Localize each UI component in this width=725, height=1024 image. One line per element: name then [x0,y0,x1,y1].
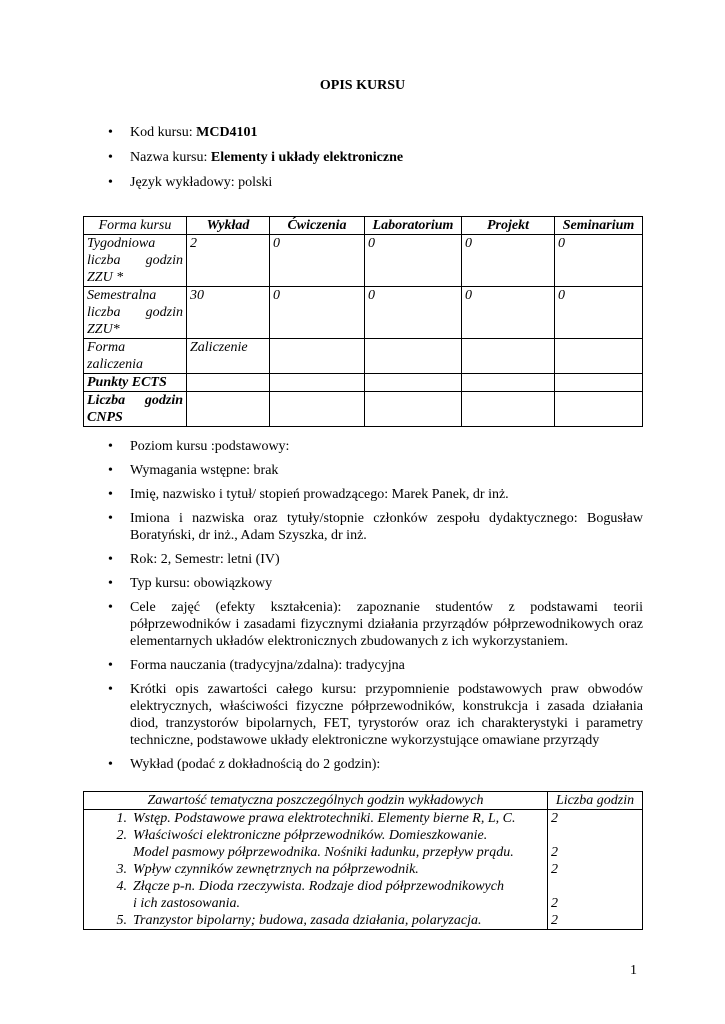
summary-cell: 2 [187,235,270,287]
topic-number: 3. [116,862,127,877]
hours-value: 2 [551,845,558,860]
summary-cell [270,339,365,374]
summary-header-cell: Projekt [462,217,555,235]
topic-number: 1. [116,811,127,826]
topic-line: Model pasmowy półprzewodnika. Nośniki ładunku, przepływ prądu. [133,845,514,860]
course-details-list [108,438,643,780]
summary-cell: 0 [462,235,555,287]
summary-row-label: Punkty ECTS [84,374,187,392]
summary-cell: 0 [365,287,462,339]
summary-row-label: Tygodniowa liczba godzin ZZU * [84,235,187,287]
summary-cell [462,339,555,374]
detail-item: • Poziom kursu :podstawowy: [108,438,643,455]
summary-header-cell: Seminarium [555,217,643,235]
lecture-topic [87,878,544,912]
detail-item: • Cele zajęć (efekty kształcenia): zapoznanie studentów z podstawami teorii półprzewodników i zasadami fizycznymi działania przyrządów półprzewodnikowych oraz elementarnych układów elektronicznych zbudowanych z ich wykorzystaniem. [108,599,643,650]
lecture-topic-header: Zawartość tematyczna poszczególnych godzin wykładowych [84,792,548,810]
hours-value: 2 [551,862,558,877]
topic-text: Tranzystor bipolarny; budowa, zasada działania, polaryzacja. [133,913,482,928]
detail-item: • Rok: 2, Semestr: letni (IV) [108,551,643,568]
lecture-table [83,791,643,930]
summary-cell [555,392,643,427]
summary-cell [555,339,643,374]
course-code-item [108,124,643,141]
course-name-label: Nazwa kursu: [130,150,211,165]
lecture-topic [87,912,544,929]
summary-cell [365,339,462,374]
topic-number: 2. [116,828,127,843]
summary-row [84,235,643,287]
summary-cell: 0 [462,287,555,339]
topic-text: Wpływ czynników zewnętrznych na półprzewodnik. [133,862,419,877]
summary-header-cell: Ćwiczenia [270,217,365,235]
topic-text [133,878,544,912]
page-title: OPIS KURSU [319,78,406,93]
topic-line: i ich zastosowania. [133,896,240,911]
summary-cell: 0 [555,287,643,339]
summary-cell: 0 [270,287,365,339]
detail-item: • Imiona i nazwiska oraz tytuły/stopnie członków zespołu dydaktycznego: Bogusław Boratyński, dr inż., Adam Szyszka, dr inż. [108,510,643,544]
detail-item: • Wymagania wstępne: brak [108,462,643,479]
summary-cell [462,392,555,427]
detail-item: • Imię, nazwisko i tytuł/ stopień prowadzącego: Marek Panek, dr inż. [108,486,643,503]
detail-item: • Forma nauczania (tradycyjna/zdalna): tradycyjna [108,657,643,674]
summary-cell: Zaliczenie [187,339,270,374]
summary-header-cell: Wykład [187,217,270,235]
summary-row-label: Forma zaliczenia [84,339,187,374]
lecture-topic [87,861,544,878]
course-info-list [108,124,643,199]
summary-cell: 0 [270,235,365,287]
lecture-topic [87,810,544,827]
hours-value [551,827,639,844]
summary-cell [462,374,555,392]
summary-cell: 0 [365,235,462,287]
topic-number: 5. [116,913,127,928]
summary-cell [365,374,462,392]
summary-cell [187,392,270,427]
summary-row [84,339,643,374]
course-code: MCD4101 [196,125,258,140]
lecture-hours-header: Liczba godzin [548,792,643,810]
course-name-item [108,149,643,166]
summary-cell [555,374,643,392]
summary-row-label: Liczba godzin CNPS [84,392,187,427]
lecture-hours-cell [548,810,643,930]
hours-value [551,878,639,895]
topic-number: 4. [116,879,127,894]
language-item: • Język wykładowy: polski [108,174,643,191]
summary-row [84,374,643,392]
lecture-topics-cell [84,810,548,930]
topic-line: Złącze p-n. Dioda rzeczywista. Rodzaje diod półprzewodnikowych [133,879,504,894]
hours-value: 2 [551,913,558,928]
course-summary-table [83,216,643,427]
hours-value: 2 [551,811,558,826]
topic-line: Właściwości elektroniczne półprzewodników. Domieszkowanie. [133,828,488,843]
lecture-header-row [84,792,643,810]
summary-cell: 0 [555,235,643,287]
summary-cell [365,392,462,427]
summary-row-label: Semestralna liczba godzin ZZU* [84,287,187,339]
page-number: 1 [630,963,637,978]
summary-cell [270,392,365,427]
lecture-topic [87,827,544,861]
detail-item: • Wykład (podać z dokładnością do 2 godzin): [108,756,643,773]
topic-text: Wstęp. Podstawowe prawa elektrotechniki. Elementy bierne R, L, C. [133,811,516,826]
summary-header-row [84,217,643,235]
course-name: Elementy i układy elektroniczne [210,150,404,165]
detail-item: • Krótki opis zawartości całego kursu: przypomnienie podstawowych praw obwodów elektrycznych, właściwości fizyczne półprzewodników, konstrukcja i zasada działania diod, tranzystorów bipolarnych, FET, tyrystorów oraz ich charakterystyki i parametry techniczne, podstawowe układy elektroniczne wykorzystujące omawiane przyrządy [108,681,643,749]
summary-row [84,392,643,427]
topic-text [133,827,544,861]
summary-cell [270,374,365,392]
summary-cell [187,374,270,392]
lecture-body-row [84,810,643,930]
summary-row [84,287,643,339]
course-code-label: Kod kursu: [130,125,197,140]
detail-item: • Typ kursu: obowiązkowy [108,575,643,592]
hours-value: 2 [551,896,558,911]
summary-header-cell: Laboratorium [365,217,462,235]
summary-cell: 30 [187,287,270,339]
summary-header-cell: Forma kursu [84,217,187,235]
